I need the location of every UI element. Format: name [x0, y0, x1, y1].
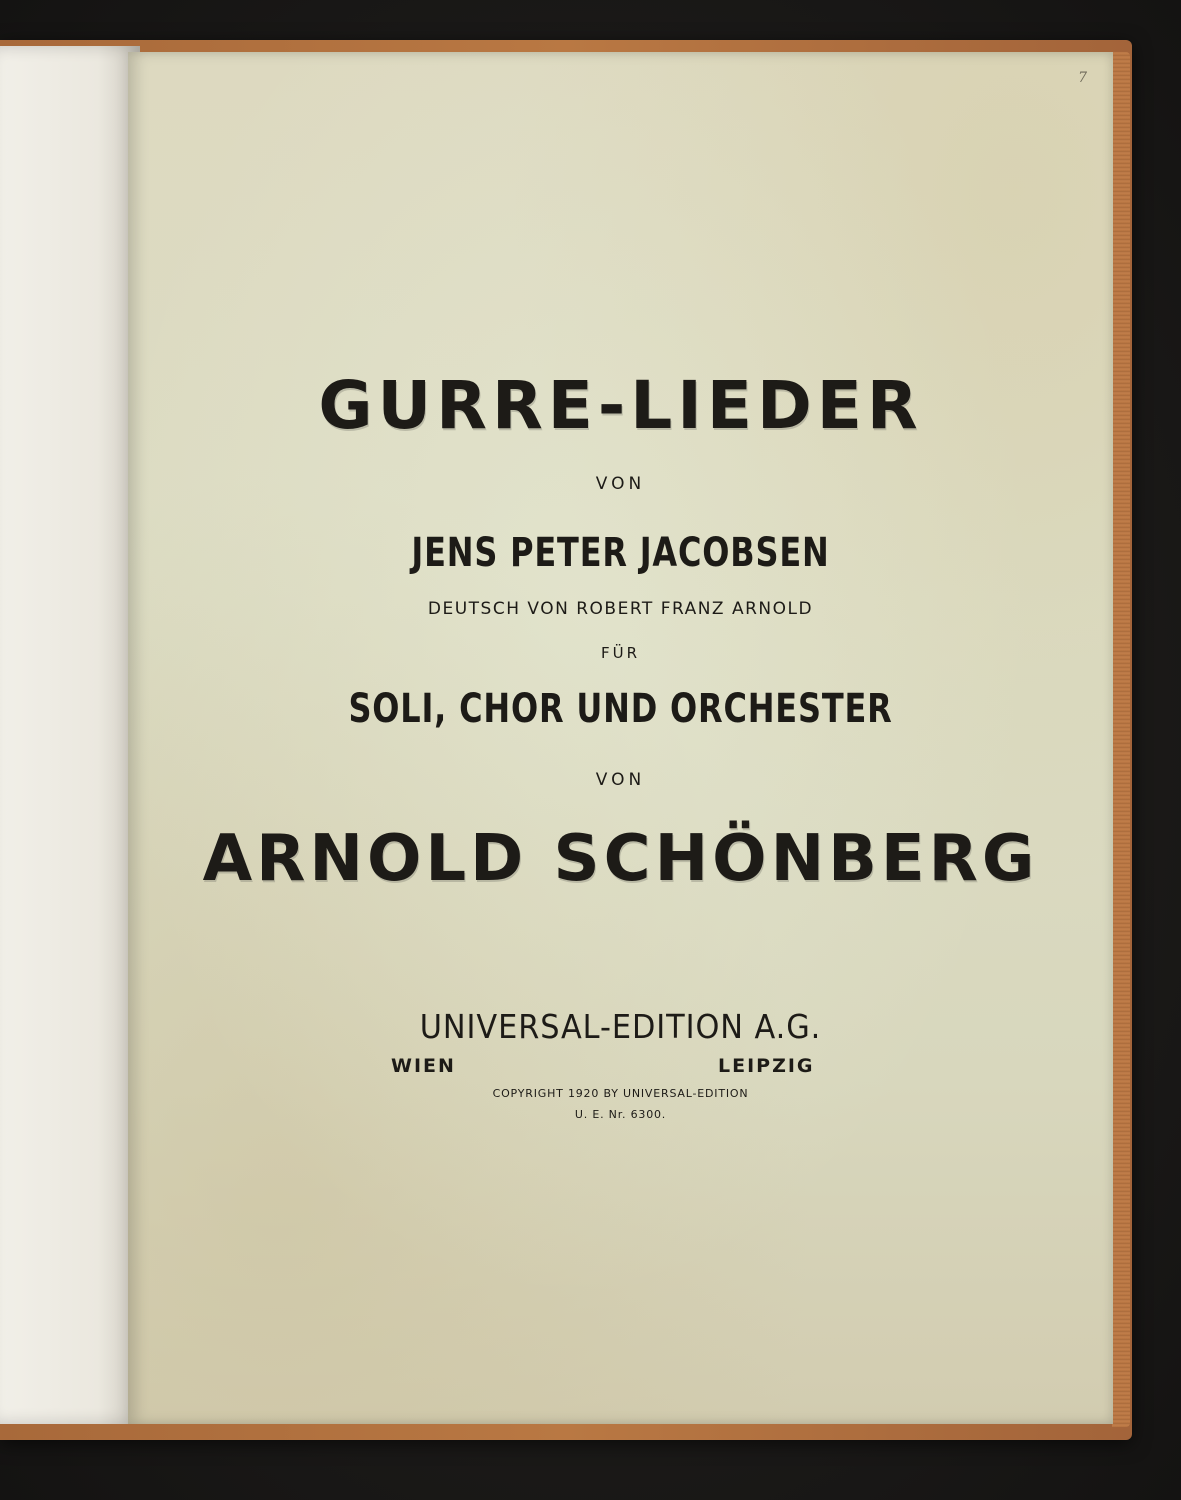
- poet-name: JENS PETER JACOBSEN: [411, 530, 830, 576]
- left-blank-page: [0, 46, 140, 1424]
- city-wien: WIEN: [391, 1055, 456, 1077]
- translation-credit: DEUTSCH VON ROBERT FRANZ ARNOLD: [427, 599, 814, 619]
- composer-name: ARNOLD SCHÖNBERG: [202, 822, 1039, 896]
- fuer-label: FÜR: [600, 644, 641, 662]
- von-label-poet: VON: [595, 474, 646, 494]
- publisher-name: UNIVERSAL-EDITION A.G.: [419, 1007, 822, 1046]
- von-label-composer: VON: [595, 770, 646, 790]
- cover-edge: [1112, 52, 1130, 1427]
- work-title: GURRE-LIEDER: [318, 367, 923, 444]
- city-leipzig: LEIPZIG: [718, 1055, 815, 1077]
- plate-number: U. E. Nr. 6300.: [574, 1108, 667, 1121]
- title-page: [128, 52, 1113, 1424]
- scoring: SOLI, CHOR UND ORCHESTER: [348, 686, 893, 732]
- page-number: 7: [1078, 70, 1087, 86]
- copyright-notice: COPYRIGHT 1920 BY UNIVERSAL-EDITION: [492, 1087, 749, 1100]
